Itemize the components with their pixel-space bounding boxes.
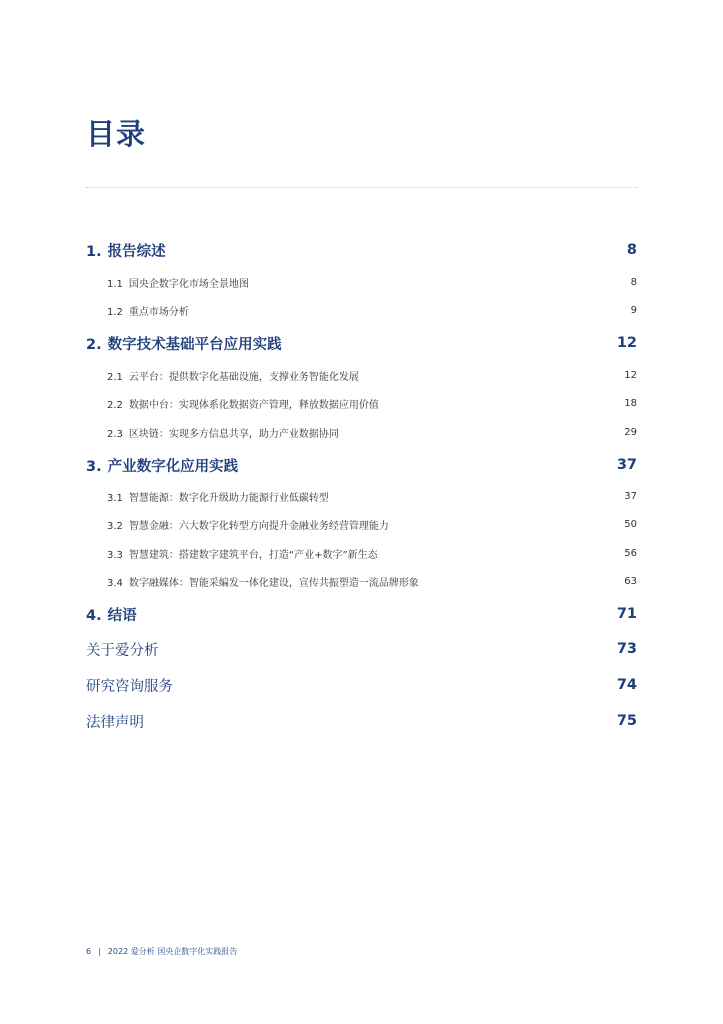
toc-page-number: 8 — [630, 276, 637, 288]
toc-entry-number: 4. — [86, 607, 102, 624]
toc-entry-number: 2. — [86, 336, 102, 353]
toc-entry-number: 3.3 — [107, 549, 123, 561]
toc-subentry[interactable] — [107, 423, 637, 441]
toc-entry-label: 关于爱分析 — [86, 642, 159, 659]
toc-entry[interactable] — [86, 709, 637, 733]
toc-entry-number: 3.2 — [107, 520, 123, 532]
toc-subentry[interactable] — [107, 515, 637, 533]
toc-entry-title — [86, 604, 137, 625]
toc-entry-title — [86, 240, 166, 261]
toc-page-number: 18 — [624, 397, 637, 409]
toc-subentry[interactable] — [107, 301, 637, 319]
toc-page-number: 56 — [624, 547, 637, 559]
toc-entry[interactable] — [86, 238, 637, 262]
toc-subentry[interactable] — [107, 544, 637, 562]
toc-page-number: 29 — [624, 426, 637, 438]
toc-entry-label: 报告综述 — [107, 243, 166, 260]
toc-subentry[interactable] — [107, 572, 637, 590]
toc-page-number: 74 — [616, 677, 637, 693]
toc-entry-label: 产业数字化应用实践 — [107, 458, 239, 475]
page-footer — [86, 946, 237, 957]
toc-page-number: 75 — [616, 713, 637, 729]
toc-entry-number: 2.1 — [107, 371, 123, 383]
toc-entry[interactable] — [86, 331, 637, 355]
toc-entry-title — [107, 425, 339, 440]
toc-entry-number: 1.1 — [107, 278, 123, 290]
toc-entry-number: 3.1 — [107, 492, 123, 504]
toc-entry-number: 3.4 — [107, 577, 123, 589]
toc-entry[interactable] — [86, 673, 637, 697]
toc-subentry[interactable] — [107, 487, 637, 505]
toc-entry[interactable] — [86, 453, 637, 477]
toc-entry-title — [107, 368, 359, 383]
toc-entry-title — [107, 574, 419, 589]
toc-subentry[interactable] — [107, 394, 637, 412]
footer-separator: | — [98, 947, 101, 956]
toc-entry-number: 3. — [86, 458, 102, 475]
title-divider — [86, 187, 638, 188]
toc-entry-label: 重点市场分析 — [128, 306, 189, 318]
toc-entry-label: 数字技术基础平台应用实践 — [107, 336, 282, 353]
toc-page-number: 37 — [624, 490, 637, 502]
toc-entry-number: 2.2 — [107, 399, 123, 411]
footer-report-title: 2022 爱分析 国央企数字化实践报告 — [107, 947, 238, 956]
toc-page-number: 37 — [616, 457, 637, 473]
toc-entry-label: 云平台：提供数字化基础设施，支撑业务智能化发展 — [128, 371, 359, 383]
toc-entry-title — [86, 675, 173, 696]
toc-entry-title — [86, 333, 282, 354]
toc-page-number: 8 — [626, 242, 637, 258]
toc-entry-label: 研究咨询服务 — [86, 678, 173, 695]
toc-subentry[interactable] — [107, 273, 637, 291]
toc-entry-title — [107, 396, 379, 411]
toc-subentry[interactable] — [107, 366, 637, 384]
toc-entry-title — [107, 546, 378, 561]
toc-entry-label: 国央企数字化市场全景地图 — [128, 278, 249, 290]
toc-entry-label: 数字融媒体：智能采编发一体化建设，宣传共振塑造一流品牌形象 — [128, 577, 419, 589]
toc-page-number: 71 — [616, 606, 637, 622]
toc-entry-label: 数据中台：实现体系化数据资产管理，释放数据应用价值 — [128, 399, 379, 411]
toc-entry-title — [107, 517, 389, 532]
toc-page-number: 73 — [616, 641, 637, 657]
footer-page-number: 6 — [86, 947, 92, 956]
toc-entry-label: 智慧能源：数字化升级助力能源行业低碳转型 — [128, 492, 329, 504]
toc-entry-label: 法律声明 — [86, 714, 144, 731]
toc-entry-title — [107, 303, 189, 318]
toc-entry-title — [107, 489, 329, 504]
toc-entry-number: 1. — [86, 243, 102, 260]
toc-entry-number: 2.3 — [107, 428, 123, 440]
toc-entry-title — [86, 455, 238, 476]
toc-page-number: 63 — [624, 575, 637, 587]
toc-entry[interactable] — [86, 602, 637, 626]
toc-page-number: 50 — [624, 518, 637, 530]
toc-entry[interactable] — [86, 637, 637, 661]
page-title: 目录 — [86, 117, 147, 151]
toc-entry-title — [86, 639, 159, 660]
toc-entry-label: 结语 — [107, 607, 137, 624]
toc-entry-title — [107, 275, 249, 290]
toc-page-number: 9 — [630, 304, 637, 316]
toc-entry-label: 区块链：实现多方信息共享，助力产业数据协同 — [128, 428, 339, 440]
toc-entry-label: 智慧金融：六大数字化转型方向提升金融业务经营管理能力 — [128, 520, 389, 532]
toc-entry-number: 1.2 — [107, 306, 123, 318]
toc-entry-label: 智慧建筑：搭建数字建筑平台，打造“产业+数字”新生态 — [128, 549, 378, 561]
toc-entry-title — [86, 711, 144, 732]
toc-page-number: 12 — [624, 369, 637, 381]
toc-page-number: 12 — [616, 335, 637, 351]
